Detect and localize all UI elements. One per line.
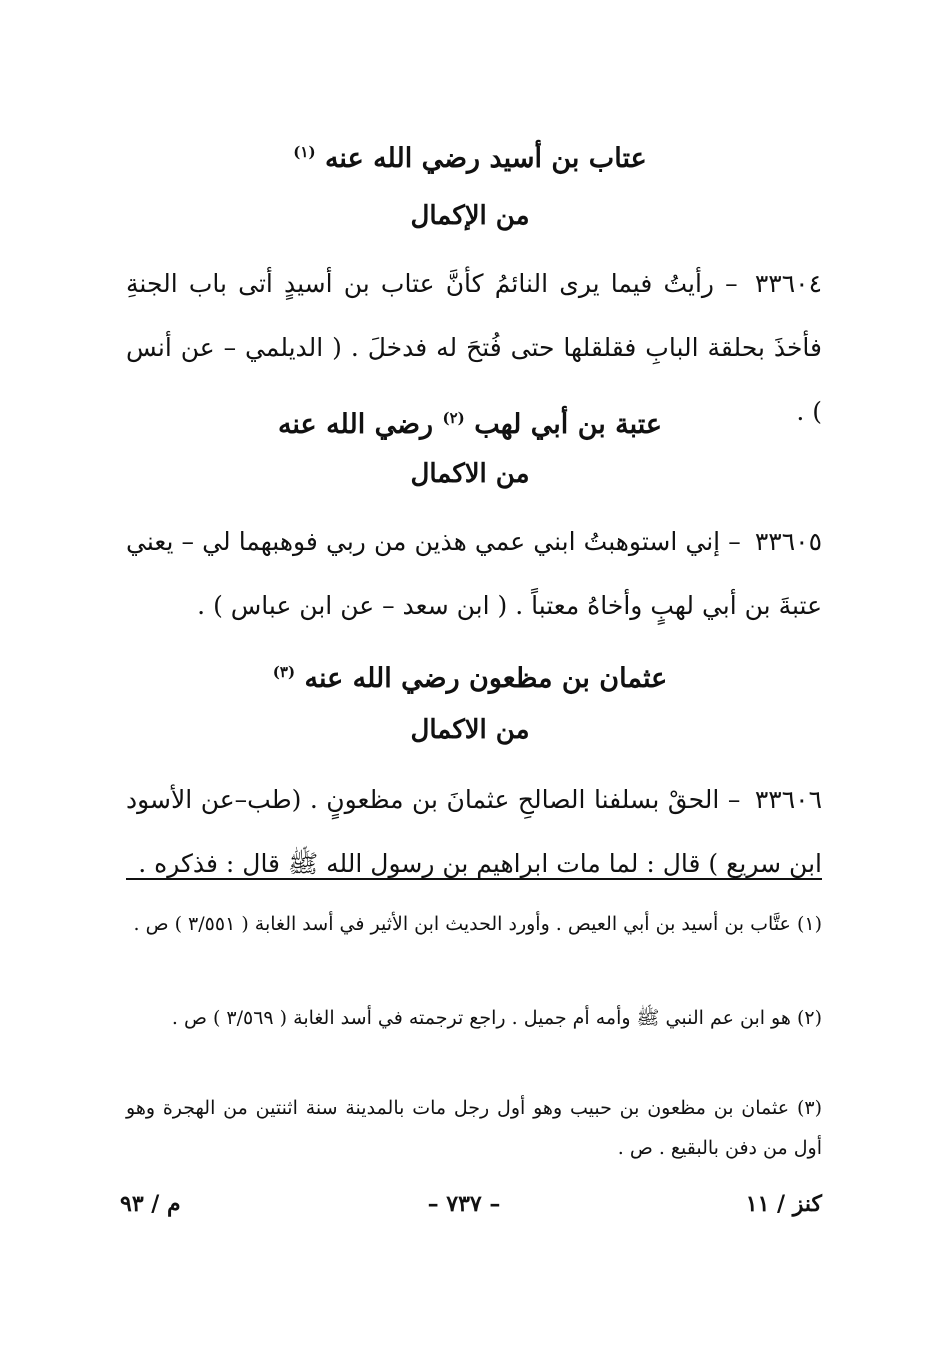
hadith-number-3: ٣٣٦٠٦ xyxy=(754,785,822,814)
entry-heading-3 xyxy=(120,652,820,699)
entry-heading-3-text: عثمان بن مظعون رضي الله عنه xyxy=(304,663,668,694)
entry-heading-1-text: عتاب بن أسيد رضي الله عنه xyxy=(324,143,647,174)
footnote-1-text: عتَّاب بن أسيد بن أبي العيص . وأورد الحديث ابن الأثير في أسد الغابة ( ٣/٥٥١ ) ص . xyxy=(133,913,791,935)
footnote-3 xyxy=(126,1088,822,1168)
entry-source-3: من الاكمال xyxy=(410,715,530,745)
footer-signature: م / ٩٣ xyxy=(120,1191,181,1217)
footnote-2-mark: (٢) xyxy=(796,1007,822,1029)
entry-heading-3-footnote-ref: (٣) xyxy=(272,663,296,681)
footnote-separator xyxy=(126,878,822,880)
hadith-paragraph-2 xyxy=(126,510,822,638)
hadith-paragraph-3 xyxy=(126,768,822,896)
hadith-text-1: – رأيتُ فيما يرى النائمُ كأنَّ عتاب بن أسيدٍ أتى باب الجنةِ فأخذَ بحلقة البابِ فقلقلها حتى فُتحَ له فدخلَ . ( الديلمي – عن أنس ) . xyxy=(126,269,822,426)
hadith-number-1: ٣٣٦٠٤ xyxy=(754,269,823,298)
entry-heading-2-text-b: رضي الله عنه xyxy=(277,409,434,440)
footnote-2-text: هو ابن عم النبي ﷺ وأمه أم جميل . راجع ترجمته في أسد الغابة ( ٣/٥٦٩ ) ص . xyxy=(171,1007,791,1029)
footer-volume-label: كنز / ١١ xyxy=(745,1191,822,1217)
entry-heading-1 xyxy=(120,132,820,179)
footnote-1 xyxy=(126,904,822,944)
entry-source-1: من الإكمال xyxy=(410,201,530,231)
entry-heading-2 xyxy=(120,398,820,445)
entry-heading-2-text-a: عتبة بن أبي لهب xyxy=(474,409,663,440)
footer-page-number: – ٧٣٧ – xyxy=(427,1191,501,1217)
hadith-number-2: ٣٣٦٠٥ xyxy=(754,527,823,556)
entry-heading-2-footnote-ref: (٢) xyxy=(442,409,465,427)
hadith-text-2: – إني استوهبتُ ابني عمي هذين من ربي فوهبهما لي – يعني عتبةَ بن أبي لهبٍ وأخاهُ معتباً . ( ابن سعد – عن ابن عباس ) . xyxy=(126,527,822,620)
hadith-text-3: – الحقْ بسلفنا الصالحِ عثمانَ بن مظعونٍ . (طب–عن الأسود ابن سريع ) قال : لما مات ابراهيم بن رسول الله ﷺ قال : فذكره . xyxy=(126,785,822,878)
entry-heading-1-footnote-ref: (١) xyxy=(293,143,316,161)
footnote-3-mark: (٣) xyxy=(796,1097,822,1119)
footnote-2 xyxy=(126,998,822,1038)
entry-source-2: من الاكمال xyxy=(410,459,530,489)
footnote-1-mark: (١) xyxy=(796,913,822,935)
footnote-3-text: عثمان بن مظعون بن حبيب وهو أول رجل مات بالمدينة سنة اثنتين من الهجرة وهو أول من دفن بالبقيع . ص . xyxy=(126,1097,822,1159)
